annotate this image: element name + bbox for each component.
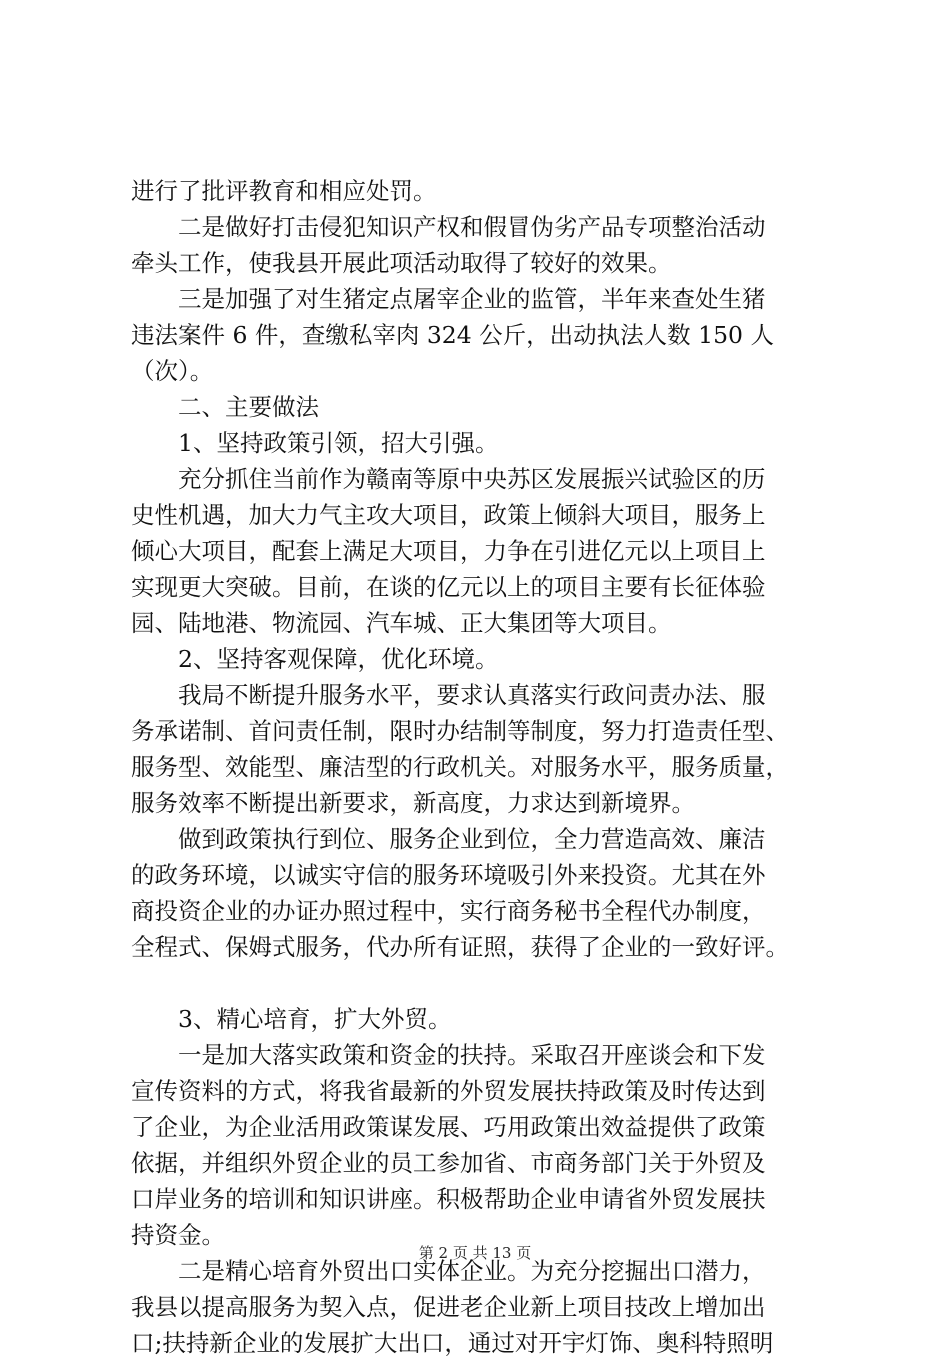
text-line: 持资金。 [131, 1221, 225, 1249]
text-line: 做到政策执行到位、服务企业到位，全力营造高效、廉洁 [178, 825, 766, 853]
text-line: 倾心大项目，配套上满足大项目，力争在引进亿元以上项目上 [131, 537, 766, 565]
text-line: 一是加大落实政策和资金的扶持。采取召开座谈会和下发 [178, 1041, 766, 1069]
text-line: 全程式、保姆式服务，代办所有证照，获得了企业的一致好评。 [131, 933, 789, 961]
text-line: 实现更大突破。目前，在谈的亿元以上的项目主要有长征体验 [131, 573, 766, 601]
document-body [131, 173, 831, 1361]
text-line: 违法案件 6 件，查缴私宰肉 324 公斤，出动执法人数 150 人 [131, 321, 774, 349]
text-line: 牵头工作，使我县开展此项活动取得了较好的效果。 [131, 249, 672, 277]
text-line: 宣传资料的方式，将我省最新的外贸发展扶持政策及时传达到 [131, 1077, 766, 1105]
text-line: 商投资企业的办证办照过程中，实行商务秘书全程代办制度， [131, 897, 766, 925]
text-line: 史性机遇，加大力气主攻大项目，政策上倾斜大项目，服务上 [131, 501, 766, 529]
text-line: 3、精心培育，扩大外贸。 [178, 1005, 452, 1033]
text-line: 二是做好打击侵犯知识产权和假冒伪劣产品专项整治活动 [178, 213, 766, 241]
text-line: 三是加强了对生猪定点屠宰企业的监管，半年来查处生猪 [178, 285, 766, 313]
text-line: 了企业，为企业活用政策谋发展、巧用政策出效益提供了政策 [131, 1113, 766, 1141]
text-line: 的政务环境，以诚实守信的服务环境吸引外来投资。尤其在外 [131, 861, 766, 889]
text-line: 我县以提高服务为契入点，促进老企业新上项目技改上增加出 [131, 1293, 766, 1321]
text-line: 服务型、效能型、廉洁型的行政机关。对服务水平，服务质量， [131, 753, 789, 781]
blank-line [131, 965, 831, 1001]
text-line: 我局不断提升服务水平，要求认真落实行政问责办法、服 [178, 681, 766, 709]
text-line: （次）。 [131, 357, 214, 385]
text-line: 充分抓住当前作为赣南等原中央苏区发展振兴试验区的历 [178, 465, 766, 493]
text-line: 服务效率不断提出新要求，新高度，力求达到新境界。 [131, 789, 695, 817]
text-line: 依据，并组织外贸企业的员工参加省、市商务部门关于外贸及 [131, 1149, 766, 1177]
text-line: 二、主要做法 [178, 393, 319, 421]
text-line: 务承诺制、首问责任制，限时办结制等制度，努力打造责任型、 [131, 717, 789, 745]
page-footer: 第 2 页 共 13 页 [418, 1244, 532, 1262]
text-line: 口;扶持新企业的发展扩大出口，通过对开宇灯饰、奥科特照明 [131, 1329, 774, 1357]
text-line: 进行了批评教育和相应处罚。 [131, 177, 437, 205]
text-line: 口岸业务的培训和知识讲座。积极帮助企业申请省外贸发展扶 [131, 1185, 766, 1213]
text-line: 二是精心培育外贸出口实体企业。为充分挖掘出口潜力， [178, 1257, 766, 1285]
text-line: 1、坚持政策引领，招大引强。 [178, 429, 499, 457]
text-line: 2、坚持客观保障，优化环境。 [178, 645, 499, 673]
text-line: 园、陆地港、物流园、汽车城、正大集团等大项目。 [131, 609, 672, 637]
